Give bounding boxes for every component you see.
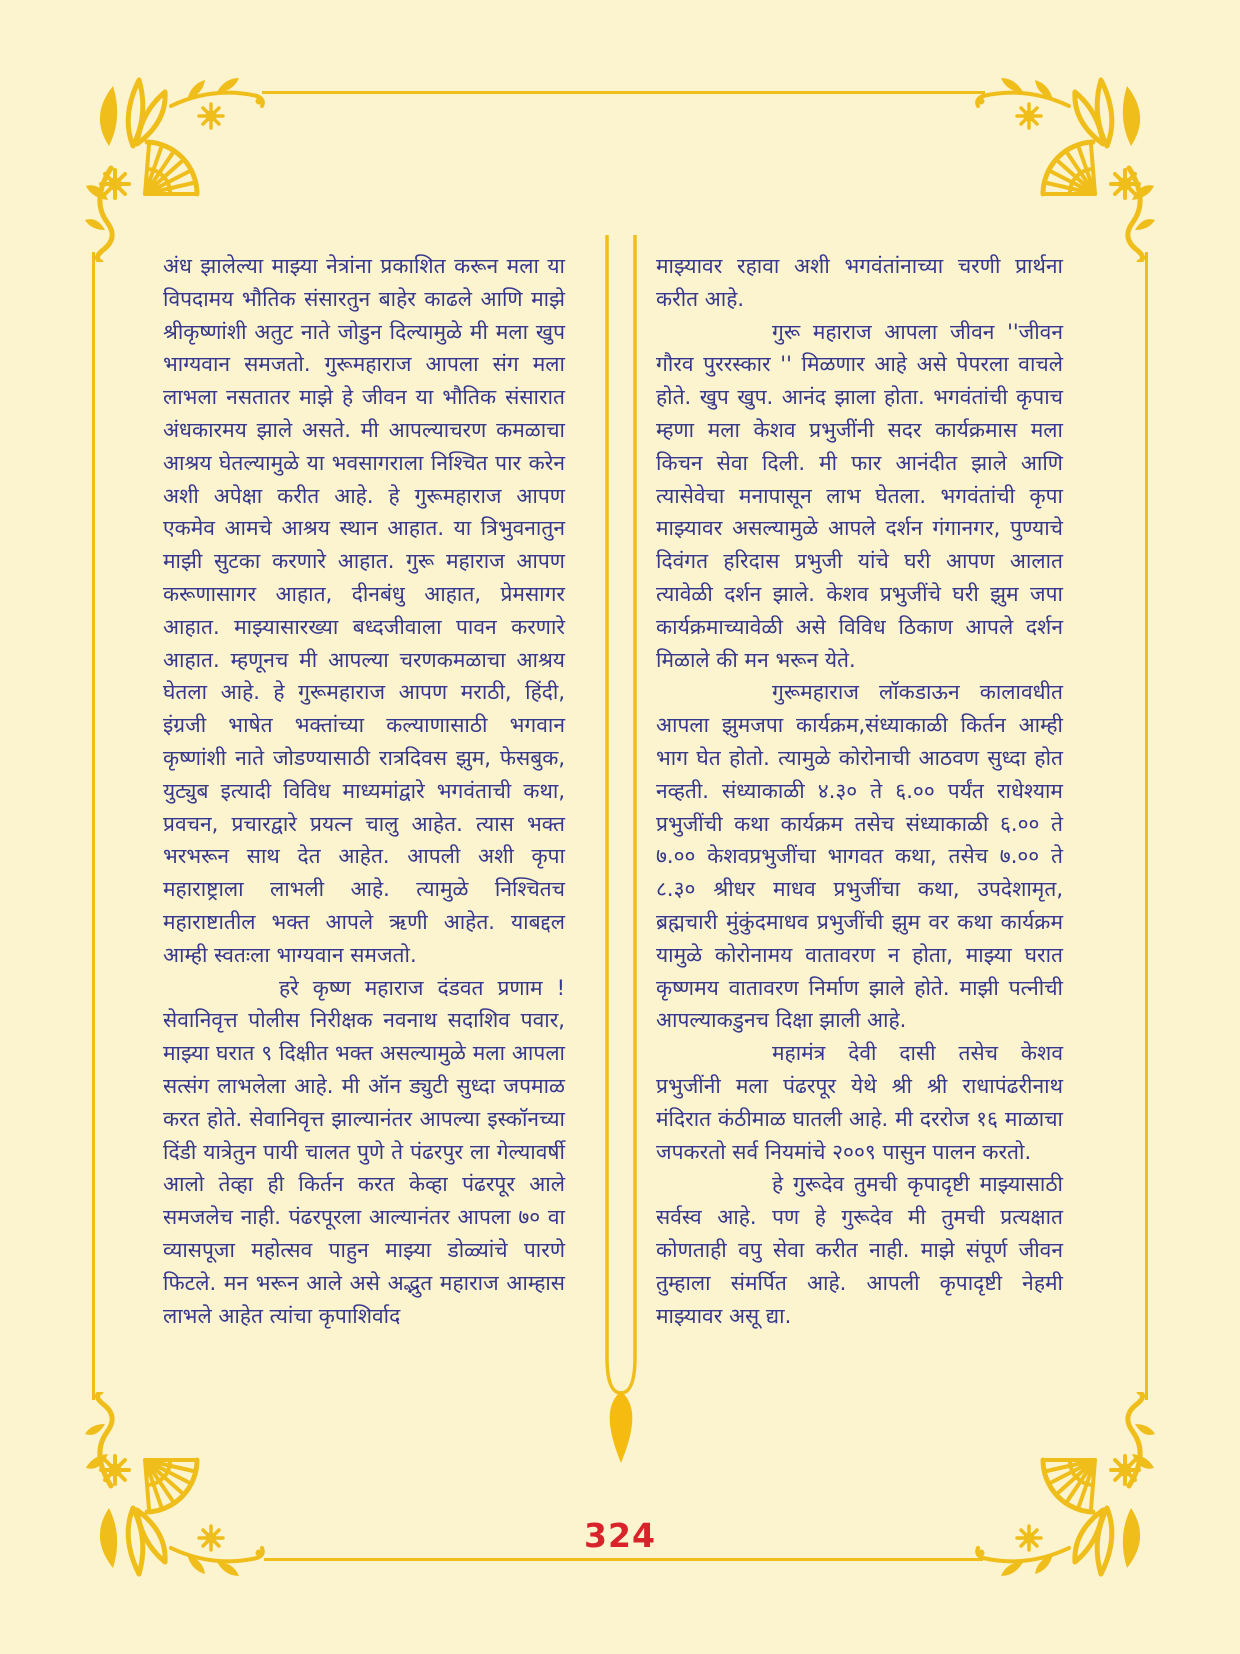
body-paragraph: अंध झालेल्या माझ्या नेत्रांना प्रकाशित करून मला या विपदामय भौतिक संसारतुन बाहेर काढले आणि माझे श्रीकृष्णांशी अतुट नाते जोडुन दिल्यामुळे मी मला खुप भाग्यवान समजतो. गुरूमहाराज आपला संग मला लाभला नसतातर माझे हे जीवन या भौतिक संसारात अंधकारमय झाले असते. मी आपल्याचरण कमळाचा आश्रय घेतल्यामुळे या भवसागराला निश्चित पार करेन अशी अपेक्षा करीत आहे. हे गुरूमहाराज आपण एकमेव आमचे आश्रय स्थान आहात. या त्रिभुवनातुन माझी सुटका करणारे आहात. गुरू महाराज आपण करूणासागर आहात, दीनबंधु आहात, प्रेमसागर आहात. माझ्यासारख्या बध्दजीवाला पावन करणारे आहात. म्हणूनच मी आपल्या चरणकमळाचा आश्रय घेतला आहे. हे गुरूमहाराज आपण मराठी, हिंदी, इंग्रजी भाषेत भक्तांच्या कल्याणासाठी भगवान कृष्णांशी नाते जोडण्यासाठी रात्रदिवस झुम, फेसबुक, युट्युब इत्यादी विविध माध्यमांद्वारे भगवंताची कथा, प्रवचन, प्रचारद्वारे प्रयत्न चालु आहेत. त्यास भक्त भरभरून साथ देत आहेत. आपली अशी कृपा महाराष्ट्राला लाभली आहे. त्यामुळे निश्चितच महाराष्टातील भक्त आपले ऋणी आहेत. याबद्दल आम्ही स्वतःला भाग्यवान समजतो. bbox=[163, 254, 565, 967]
text-column-left bbox=[163, 250, 565, 1435]
body-paragraph: महामंत्र देवी दासी तसेच केशव प्रभुजींनी मला पंढरपूर येथे श्री श्री राधापंढरीनाथ मंदिरात कंठीमाळ घातली आहे. मी दररोज १६ माळाचा जपकरतो सर्व नियमांचे २००९ पासुन पालन करतो. bbox=[656, 1041, 1063, 1164]
page-border-top bbox=[262, 91, 985, 94]
body-paragraph: गुरू महाराज आपला जीवन ''जीवन गौरव पुररस्कार '' मिळणार आहे असे पेपरला वाचले होते. खुप खुप. आनंद झाला होता. भगवंतांची कृपाच म्हणा मला केशव प्रभुजींनी सदर कार्यक्रमास मला किचन सेवा दिली. मी फार आनंदीत झाले आणि त्यासेवेचा मनापासून लाभ घेतला. भगवंतांची कृपा माझ्यावर असल्यामुळे आपले दर्शन गंगानगर, पुण्याचे दिवंगत हरिदास प्रभुजी यांचे घरी आपण आलात त्यावेळी दर्शन झाले. केशव प्रभुजींचे घरी झुम जपा कार्यक्रमाच्यावेळी असे विविध ठिकाण आपले दर्शन मिळाले की मन भरून येते. bbox=[656, 319, 1063, 672]
body-paragraph: हरे कृष्ण महाराज दंडवत प्रणाम ! सेवानिवृत्त पोलीस निरीक्षक नवनाथ सदाशिव पवार, माझ्या घरात ९ दिक्षीत भक्त असल्यामुळे मला आपला सत्संग लाभलेला आहे. मी ऑन ड्युटी सुध्दा जपमाळ करत होते. सेवानिवृत्त झाल्यानंतर आपल्या इस्कॉनच्या दिंडी यात्रेतुन पायी चालत पुणे ते पंढरपुर ला गेल्यावर्षी आलो तेव्हा ही किर्तन करत केव्हा पंढरपूर आले समजलेच नाही. पंढरपूरला आल्यानंतर आपला ७० वा व्यासपूजा महोत्सव पाहुन माझ्या डोळ्यांचे पारणे फिटले. मन भरून आले असे अद्भुत महाराज आम्हास लाभले आहेत त्यांचा कृपाशिर्वाद bbox=[163, 975, 565, 1328]
text-column-right bbox=[656, 250, 1063, 1435]
column-divider-pendant-ornament bbox=[593, 235, 649, 1470]
body-paragraph: हे गुरूदेव तुमची कृपादृष्टी माझ्यासाठी सर्वस्व आहे. पण हे गुरूदेव मी तुमची प्रत्यक्षात कोणताही वपु सेवा करीत नाही. माझे संपूर्ण जीवन तुम्हाला संमर्पित आहे. आपली कृपादृष्टी नेहमी माझ्यावर असू द्या. bbox=[656, 1172, 1063, 1328]
floral-corner-ornament-top-right bbox=[975, 72, 1165, 262]
page-number: 324 bbox=[584, 1516, 656, 1555]
page-border-right bbox=[1145, 252, 1148, 1400]
floral-corner-ornament-top-left bbox=[75, 72, 265, 262]
page-border-left bbox=[92, 252, 95, 1400]
page-border-bottom bbox=[264, 1558, 983, 1561]
body-paragraph: माझ्यावर रहावा अशी भगवंतांनाच्या चरणी प्रार्थना करीत आहे. bbox=[656, 254, 1063, 311]
body-paragraph: गुरूमहाराज लॉकडाऊन कालावधीत आपला झुमजपा कार्यक्रम,संध्याकाळी किर्तन आम्ही भाग घेत होतो. त्यामुळे कोरोनाची आठवण सुध्दा होत नव्हती. संध्याकाळी ४.३० ते ६.०० पर्यंत राधेश्याम प्रभुजींची कथा कार्यक्रम तसेच संध्याकाळी ६.०० ते ७.०० केशवप्रभुजींचा भागवत कथा, तसेच ७.०० ते ८.३० श्रीधर माधव प्रभुजींचा कथा, उपदेशामृत, ब्रह्मचारी मुंकुंदमाधव प्रभुजींची झुम वर कथा कार्यक्रम यामुळे कोरोनामय वातावरण न होता, माझ्या घरात कृष्णमय वातावरण निर्माण झाले होते. माझी पत्नीची आपल्याकडुनच दिक्षा झाली आहे. bbox=[656, 680, 1063, 1033]
